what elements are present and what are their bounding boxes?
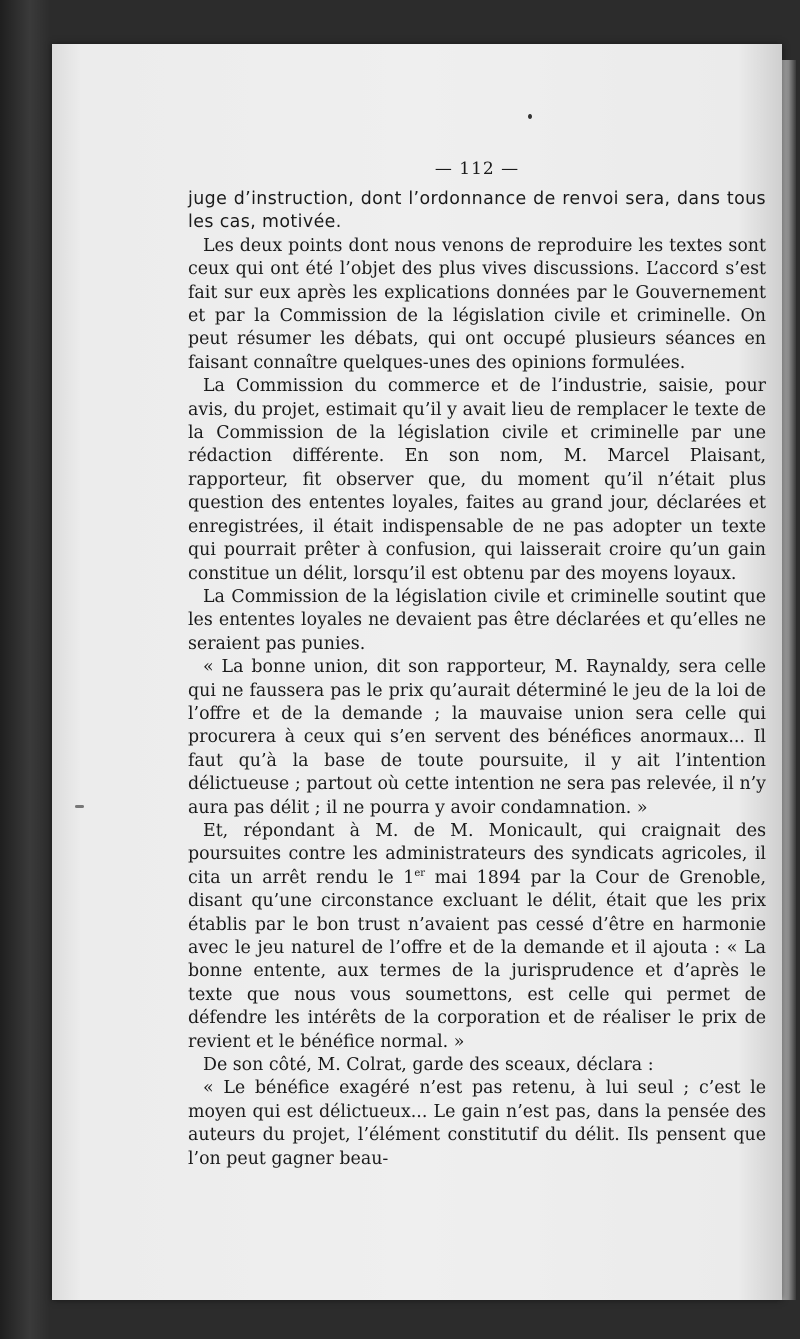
paragraph-3: La Commission de la législation civile et criminelle soutint que les ententes loyales ne devaient pas être déclarées et qu’elles ne seraient pas punies. — [188, 586, 766, 654]
paragraph-1: Les deux points dont nous venons de reproduire les textes sont ceux qui ont été l’objet des plus vives discussions. L’accord s’est fait sur eux après les explications données par le Gouvernement et par la Commission de la législation civile et criminelle. On peut résumer les débats, qui ont occupé plusieurs séances en faisant connaître quelques-unes des opinions formulées. — [188, 235, 766, 373]
paragraph-4: « La bonne union, dit son rapporteur, M. Raynaldy, sera celle qui ne faussera pas le prix qu’aurait déterminé le jeu de la loi de l’offre et de la demande ; la mauvaise union sera celle qui procurera à ceux qui s’en servent des bénéfices anormaux... Il faut qu’à la base de toute poursuite, il y ait l’intention délictueuse ; partout où cette intention ne sera pas relevée, il n’y aura pas délit ; il ne pourra y avoir condamnation. » — [188, 657, 766, 818]
paragraph-2: La Commission du commerce et de l’industrie, saisie, pour avis, du projet, estimait qu’il y avait lieu de remplacer le texte de la Commission de la législation civile et criminelle par une rédaction différente. En son nom, M. Marcel Plaisant, rapporteur, fit observer que, du moment qu’il n’était plus question des ententes loyales, faites au grand jour, déclarées et enregistrées, il était indispensable de ne pas adopter un texte qui pourrait prêter à confusion, qui laisserait croire qu’un gain constitue un délit, lorsqu’il est obtenu par des moyens loyaux. — [188, 376, 766, 584]
margin-mark — [75, 805, 84, 808]
continued-paragraph: juge d’instruction, dont l’ordonnance de renvoi sera, dans tous les cas, motivée. — [188, 189, 766, 233]
paragraph-5-start: Et, répondant à M. de M. Monicault, qui craignait des poursuites contre les administrateurs des syndicats agricoles, il cita un arrêt rendu le 1 — [188, 820, 766, 888]
ink-speck — [528, 114, 532, 119]
paragraph-5 — [188, 820, 766, 1054]
paragraph-5-end: mai 1894 par la Cour de Grenoble, disant qu’une circonstance excluant le délit, était que les prix établis par le bon trust n’avaient pas cessé d’être en harmonie avec le jeu naturel de l’offre et de la demande et il ajouta : « La bonne entente, aux termes de la jurisprudence et d’après le texte que nous vous soumettons, est celle qui permet de défendre les intérêts de la corporation et de réaliser le prix de revient et le bénéfice normal. » — [188, 867, 766, 1052]
page-number: — 112 — — [434, 159, 520, 179]
page-text — [188, 150, 766, 1171]
paragraph-6: De son côté, M. Colrat, garde des sceaux, déclara : — [203, 1055, 654, 1076]
paragraph-7: « Le bénéfice exagéré n’est pas retenu, à lui seul ; c’est le moyen qui est délictueux... Le gain n’est pas, dans la pensée des auteurs du projet, l’élément constitutif du délit. Ils pensent que l’on peut gagner beau- — [188, 1078, 766, 1169]
ordinal-superscript: er — [414, 867, 426, 879]
